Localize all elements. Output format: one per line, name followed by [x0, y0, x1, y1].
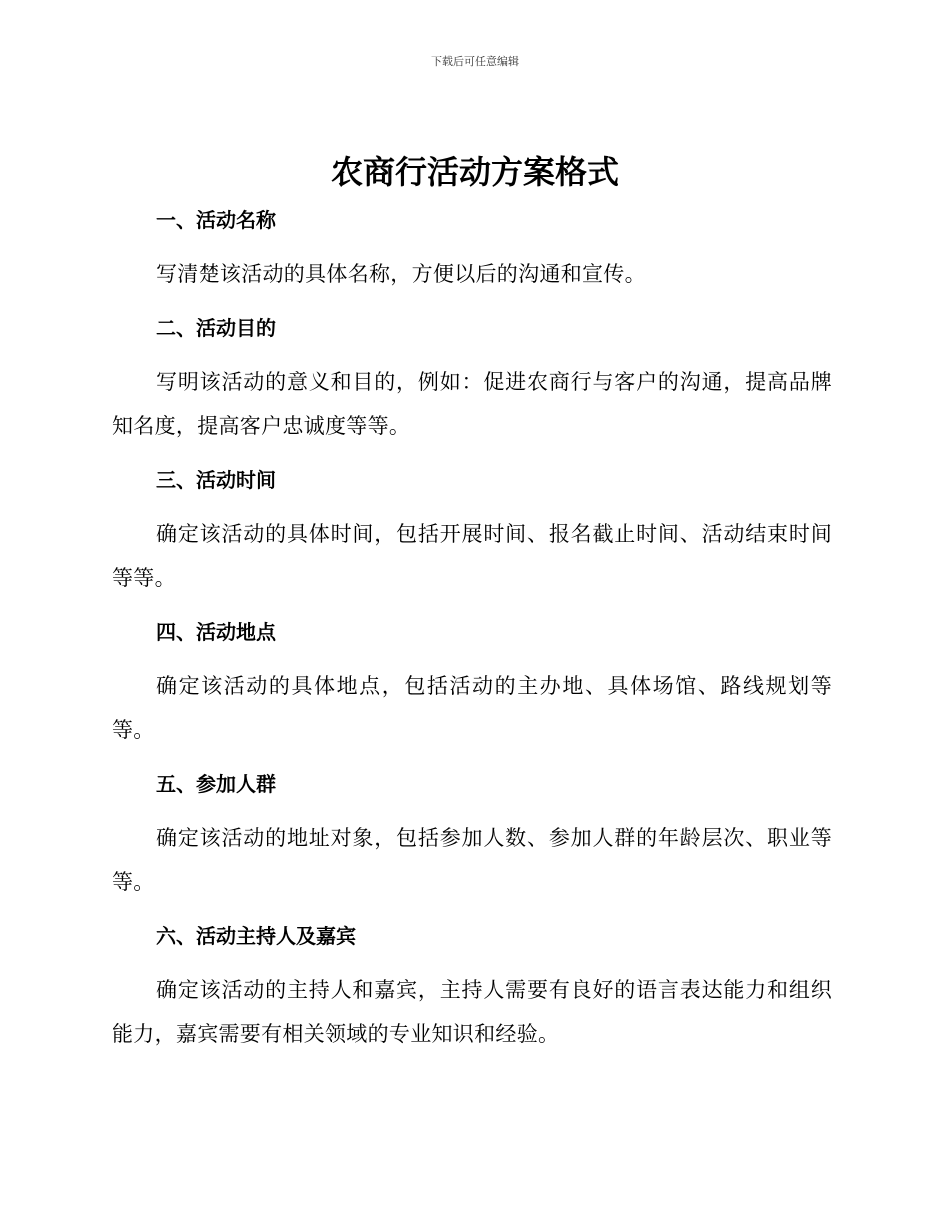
- section-heading: 三、活动时间: [156, 468, 276, 492]
- section-heading: 六、活动主持人及嘉宾: [156, 924, 356, 948]
- section-6: [112, 914, 832, 1066]
- section-heading: 四、活动地点: [156, 620, 276, 644]
- section-body: 确定该活动的具体时间，包括开展时间、报名截止时间、活动结束时间等等。: [112, 522, 832, 590]
- section-heading: 五、参加人群: [156, 772, 276, 796]
- document-content: [112, 198, 832, 1066]
- section-heading: 二、活动目的: [156, 316, 276, 340]
- document-title: 农商行活动方案格式: [330, 153, 619, 191]
- section-5: [112, 762, 832, 914]
- section-heading: 一、活动名称: [156, 208, 276, 232]
- section-body: 确定该活动的地址对象，包括参加人数、参加人群的年龄层次、职业等等。: [112, 826, 832, 894]
- section-body: 确定该活动的具体地点，包括活动的主办地、具体场馆、路线规划等等。: [112, 674, 832, 742]
- section-body: 确定该活动的主持人和嘉宾，主持人需要有良好的语言表达能力和组织能力，嘉宾需要有相关领域的专业知识和经验。: [112, 978, 832, 1046]
- section-1: [112, 198, 832, 306]
- section-3: [112, 458, 832, 610]
- section-body: 写清楚该活动的具体名称，方便以后的沟通和宣传。: [156, 262, 646, 286]
- header-note: 下载后可任意编辑: [431, 55, 519, 68]
- section-4: [112, 610, 832, 762]
- section-2: [112, 306, 832, 458]
- section-body: 写明该活动的意义和目的，例如：促进农商行与客户的沟通，提高品牌知名度，提高客户忠诚度等等。: [112, 370, 832, 438]
